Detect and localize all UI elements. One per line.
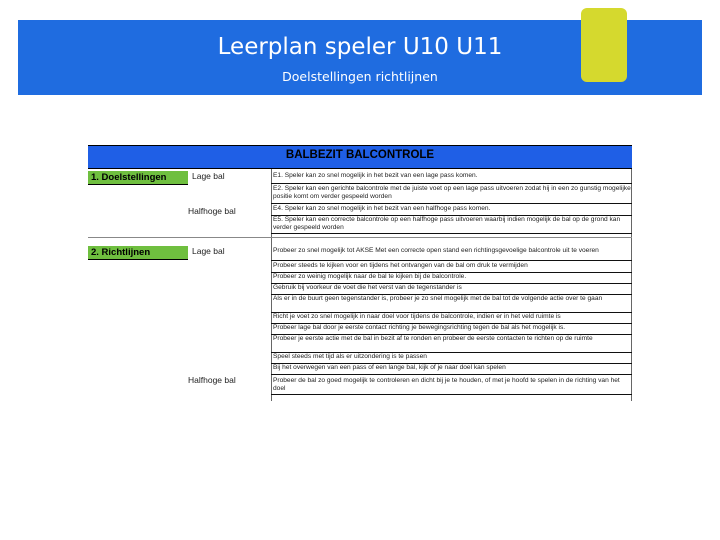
guideline-cell: Probeer je eerste actie met de bal in bezit af te ronden en probeer de eerste contacten te richten op de ruimte (271, 335, 632, 353)
decorative-tab (581, 8, 627, 82)
goal-cell: E2. Speler kan een gerichte balcontrole met de juiste voet op een lage pass uitvoeren zodat hij in een zo gunstig mogelijke positie komt om verder gespeeld worden (271, 185, 632, 204)
guideline-cell: Probeer zo snel mogelijk tot AKSE Met een correcte open stand een richtingsgevoelige balcontrole uit te voeren (271, 247, 632, 261)
guideline-cell: Richt je voet zo snel mogelijk in naar doel voor tijdens de balcontrole, indien er in het veld ruimte is (271, 313, 632, 324)
guideline-cell: Probeer zo weinig mogelijk naar de bal te kijken bij de balcontrole. (271, 273, 632, 284)
guideline-cell: Probeer de bal zo goed mogelijk te controleren en dicht bij je te houden, of met je hoofd te spelen in de richting van het doel (271, 377, 632, 395)
slide-title: Leerplan speler U10 U11 (217, 34, 503, 60)
sheet-header (88, 145, 632, 169)
section-label: 1. Doelstellingen (88, 171, 188, 185)
slide-subtitle: Doelstellingen richtlijnen (282, 69, 438, 84)
guideline-cell: Probeer steeds te kijken voor en tijdens het ontvangen van de bal om druk te vermijden (271, 262, 632, 273)
section-label: 2. Richtlijnen (88, 246, 188, 260)
goal-cell: E1. Speler kan zo snel mogelijk in het bezit van een lage pass komen. (271, 172, 632, 184)
goal-cell: E4. Speler kan zo snel mogelijk in het bezit van een halfhoge pass komen. (271, 205, 632, 216)
sub-label: Lage bal (192, 246, 225, 256)
grid-line (88, 237, 632, 238)
guideline-cell: Speel steeds met tijd als er uitzondering is te passen (271, 353, 632, 364)
spreadsheet (88, 145, 632, 401)
sub-label: Halfhoge bal (188, 206, 236, 216)
sub-label: Halfhoge bal (188, 375, 236, 385)
guideline-cell: Bij het overwegen van een pass of een lange bal, kijk of je naar doel kan spelen (271, 364, 632, 375)
guideline-cell: Gebruik bij voorkeur de voet die het verst van de tegenstander is (271, 284, 632, 295)
sheet-header-label: BALBEZIT BALCONTROLE (285, 149, 435, 161)
sub-label: Lage bal (192, 171, 225, 181)
goal-cell: E5. Speler kan een correcte balcontrole op een halfhoge pass uitvoeren waarbij indien mogelijk de bal op de grond kan verder gespeeld worden (271, 216, 632, 234)
guideline-cell: Als er in de buurt geen tegenstander is, probeer je zo snel mogelijk met de bal tot de volgende actie over te gaan (271, 295, 632, 313)
guideline-cell: Probeer lage bal door je eerste contact richting je bewegingsrichting tegen de bal als het mogelijk is. (271, 324, 632, 335)
